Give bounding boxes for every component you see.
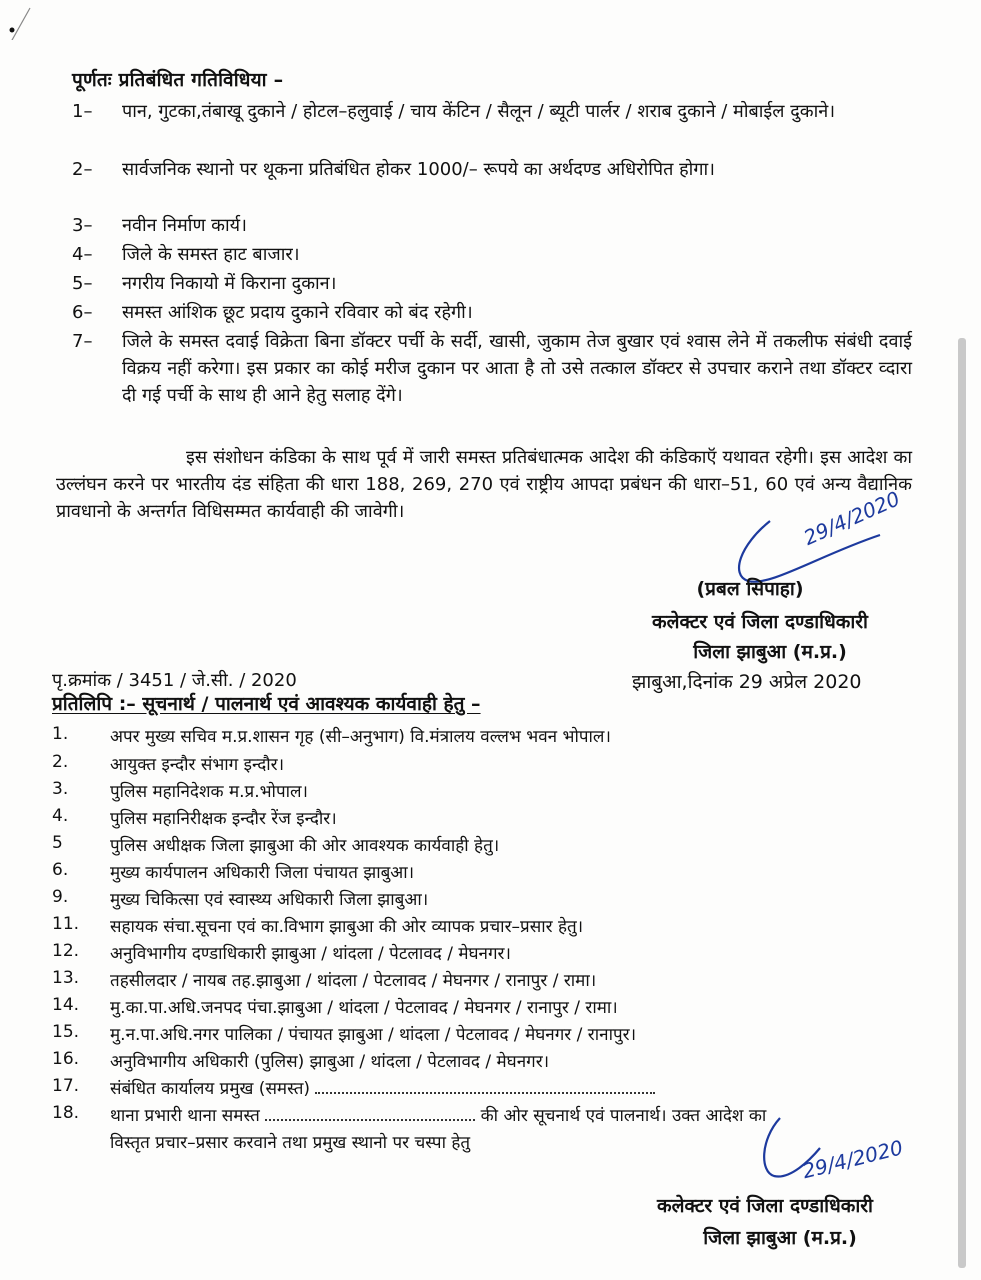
copy-text-a: थाना प्रभारी थाना समस्त bbox=[110, 1106, 260, 1126]
handwritten-date: 29/4/2020 bbox=[800, 1135, 906, 1184]
blank-field[interactable] bbox=[265, 1107, 475, 1121]
copy-text: अनुविभागीय दण्डाधिकारी झाबुआ / थांदला / पेटलावद / मेघनगर। bbox=[110, 944, 511, 964]
copy-text bbox=[110, 1103, 766, 1126]
section-heading: पूर्णतः प्रतिबंधित गतिविधिया – bbox=[72, 69, 284, 91]
item-number: 5– bbox=[72, 273, 93, 294]
copy-text: विस्तृत प्रचार–प्रसार करवाने तथा प्रमुख स्थानो पर चस्पा हेतु bbox=[110, 1133, 471, 1153]
copy-text: मुख्य कार्यपालन अधिकारी जिला पंचायत झाबुआ। bbox=[110, 863, 415, 883]
copy-text: पुलिस अधीक्षक जिला झाबुआ की ओर आवश्यक कार्यवाही हेतु। bbox=[110, 836, 500, 856]
list-item bbox=[72, 98, 912, 154]
item-number: 1– bbox=[72, 101, 93, 122]
item-text: जिले के समस्त हाट बाजार। bbox=[122, 244, 300, 265]
copy-number: 13. bbox=[52, 968, 80, 988]
list-item bbox=[72, 156, 912, 212]
list-item bbox=[72, 328, 912, 438]
copy-number: 15. bbox=[52, 1022, 80, 1042]
copy-number: 18. bbox=[52, 1103, 80, 1123]
copy-number: 16. bbox=[52, 1049, 80, 1069]
copy-number: 6. bbox=[52, 860, 69, 880]
signatory-district: जिला झाबुआ (म.प्र.) bbox=[703, 1227, 857, 1249]
corner-mark-icon bbox=[0, 0, 40, 40]
signatory-name: (प्रबल सिपाहा) bbox=[696, 578, 804, 600]
copy-number: 9. bbox=[52, 887, 69, 907]
copy-number: 4. bbox=[52, 806, 69, 826]
item-number: 2– bbox=[72, 159, 93, 180]
copy-text: मुख्य चिकित्सा एवं स्वास्थ्य अधिकारी जिला झाबुआ। bbox=[110, 890, 429, 910]
item-text: नवीन निर्माण कार्य। bbox=[122, 215, 247, 236]
copy-text: अपर मुख्य सचिव म.प्र.शासन गृह (सी–अनुभाग) वि.मंत्रालय वल्लभ भवन भोपाल। bbox=[110, 727, 611, 747]
copy-number: 17. bbox=[52, 1076, 80, 1096]
item-number: 4– bbox=[72, 244, 93, 265]
copy-text: मु.न.पा.अधि.नगर पालिका / पंचायत झाबुआ / थांदला / पेटलावद / मेघनगर / रानापुर। bbox=[110, 1025, 637, 1045]
copy-text-b: की ओर सूचनार्थ एवं पालनार्थ। उक्त आदेश का bbox=[480, 1106, 767, 1126]
item-text: पान, गुटका,तंबाखू दुकाने / होटल–हलुवाई / चाय केंटिन / सैलून / ब्यूटी पार्लर / शराब दुकाने / मोबाईल दुकाने। bbox=[122, 101, 836, 122]
copy-number: 3. bbox=[52, 779, 69, 799]
handwritten-date: 29/4/2020 bbox=[800, 486, 904, 550]
item-number: 3– bbox=[72, 215, 93, 236]
item-text: नगरीय निकायो में किराना दुकान। bbox=[122, 273, 337, 294]
copy-text: पुलिस महानिदेशक म.प्र.भोपाल। bbox=[110, 782, 308, 802]
copy-number: 12. bbox=[52, 941, 80, 961]
copy-number: 14. bbox=[52, 995, 80, 1015]
place-date: झाबुआ,दिनांक 29 अप्रेल 2020 bbox=[632, 671, 862, 693]
signatory-designation: कलेक्टर एवं जिला दण्डाधिकारी bbox=[652, 611, 868, 633]
copy-text: सहायक संचा.सूचना एवं का.विभाग झाबुआ की ओर व्यापक प्रचार–प्रसार हेतु। bbox=[110, 917, 584, 937]
signatory-district: जिला झाबुआ (म.प्र.) bbox=[693, 641, 847, 663]
closing-paragraph: इस संशोधन कंडिका के साथ पूर्व में जारी समस्त प्रतिबंधात्मक आदेश की कंडिकाऍ यथावत रहेगी। इस आदेश का उल्लंघन करने पर भारतीय दंड संहिता की धारा 188, 269, 270 एवं राष्ट्रीय आपदा प्रबंधन की धारा–51, 60 एवं अन्य वैद्यानिक प्रावधानो के अन्तर्गत विधिसम्मत कार्यवाही की जावेगी। bbox=[56, 447, 912, 522]
copy-number: 5 bbox=[52, 833, 63, 853]
item-number: 7– bbox=[72, 331, 93, 352]
vertical-scrollbar[interactable] bbox=[958, 338, 966, 1268]
copy-text: पुलिस महानिरीक्षक इन्दौर रेंज इन्दौर। bbox=[110, 809, 337, 829]
blank-field[interactable] bbox=[315, 1080, 655, 1094]
item-text: समस्त आंशिक छूट प्रदाय दुकाने रविवार को बंद रहेगी। bbox=[122, 302, 473, 323]
copy-text-label: संबंधित कार्यालय प्रमुख (समस्त) bbox=[110, 1079, 311, 1099]
item-number: 6– bbox=[72, 302, 93, 323]
signatory-designation: कलेक्टर एवं जिला दण्डाधिकारी bbox=[657, 1195, 873, 1217]
copy-text: आयुक्त इन्दौर संभाग इन्दौर। bbox=[110, 755, 285, 775]
copy-number: 1. bbox=[52, 724, 69, 744]
copy-number: 11. bbox=[52, 914, 80, 934]
copy-text: मु.का.पा.अधि.जनपद पंचा.झाबुआ / थांदला / पेटलावद / मेघनगर / रानापुर / रामा। bbox=[110, 998, 618, 1018]
reference-number: पृ.क्रमांक / 3451 / जे.सी. / 2020 bbox=[52, 670, 297, 691]
copy-text: तहसीलदार / नायब तह.झाबुआ / थांदला / पेटलावद / मेघनगर / रानापुर / रामा। bbox=[110, 971, 597, 991]
copy-text bbox=[110, 1076, 655, 1099]
copy-text: अनुविभागीय अधिकारी (पुलिस) झाबुआ / थांदला / पेटलावद / मेघनगर। bbox=[110, 1052, 550, 1072]
copy-item bbox=[52, 1076, 752, 1102]
copy-title: प्रतिलिपि :– सूचनार्थ / पालनार्थ एवं आवश्यक कार्यवाही हेतु – bbox=[52, 693, 481, 715]
item-text: सार्वजनिक स्थानो पर थूकना प्रतिबंधित होकर 1000/– रूपये का अर्थदण्ड अधिरोपित होगा। bbox=[122, 159, 715, 180]
item-text: जिले के समस्त दवाई विक्रेता बिना डॉक्टर पर्ची के सर्दी, खासी, जुकाम तेज बुखार एवं श्वास लेने में तकलीफ संबंधी दवाई विक्रय नहीं करेगा। इस प्रकार का कोई मरीज दुकान पर आता है तो उसे तत्काल डॉक्टर से उपचार कराने तथा डॉक्टर व्दारा दी गई पर्ची के साथ ही आने हेतु सलाह देंगे। bbox=[122, 331, 912, 406]
copy-number: 2. bbox=[52, 752, 69, 772]
